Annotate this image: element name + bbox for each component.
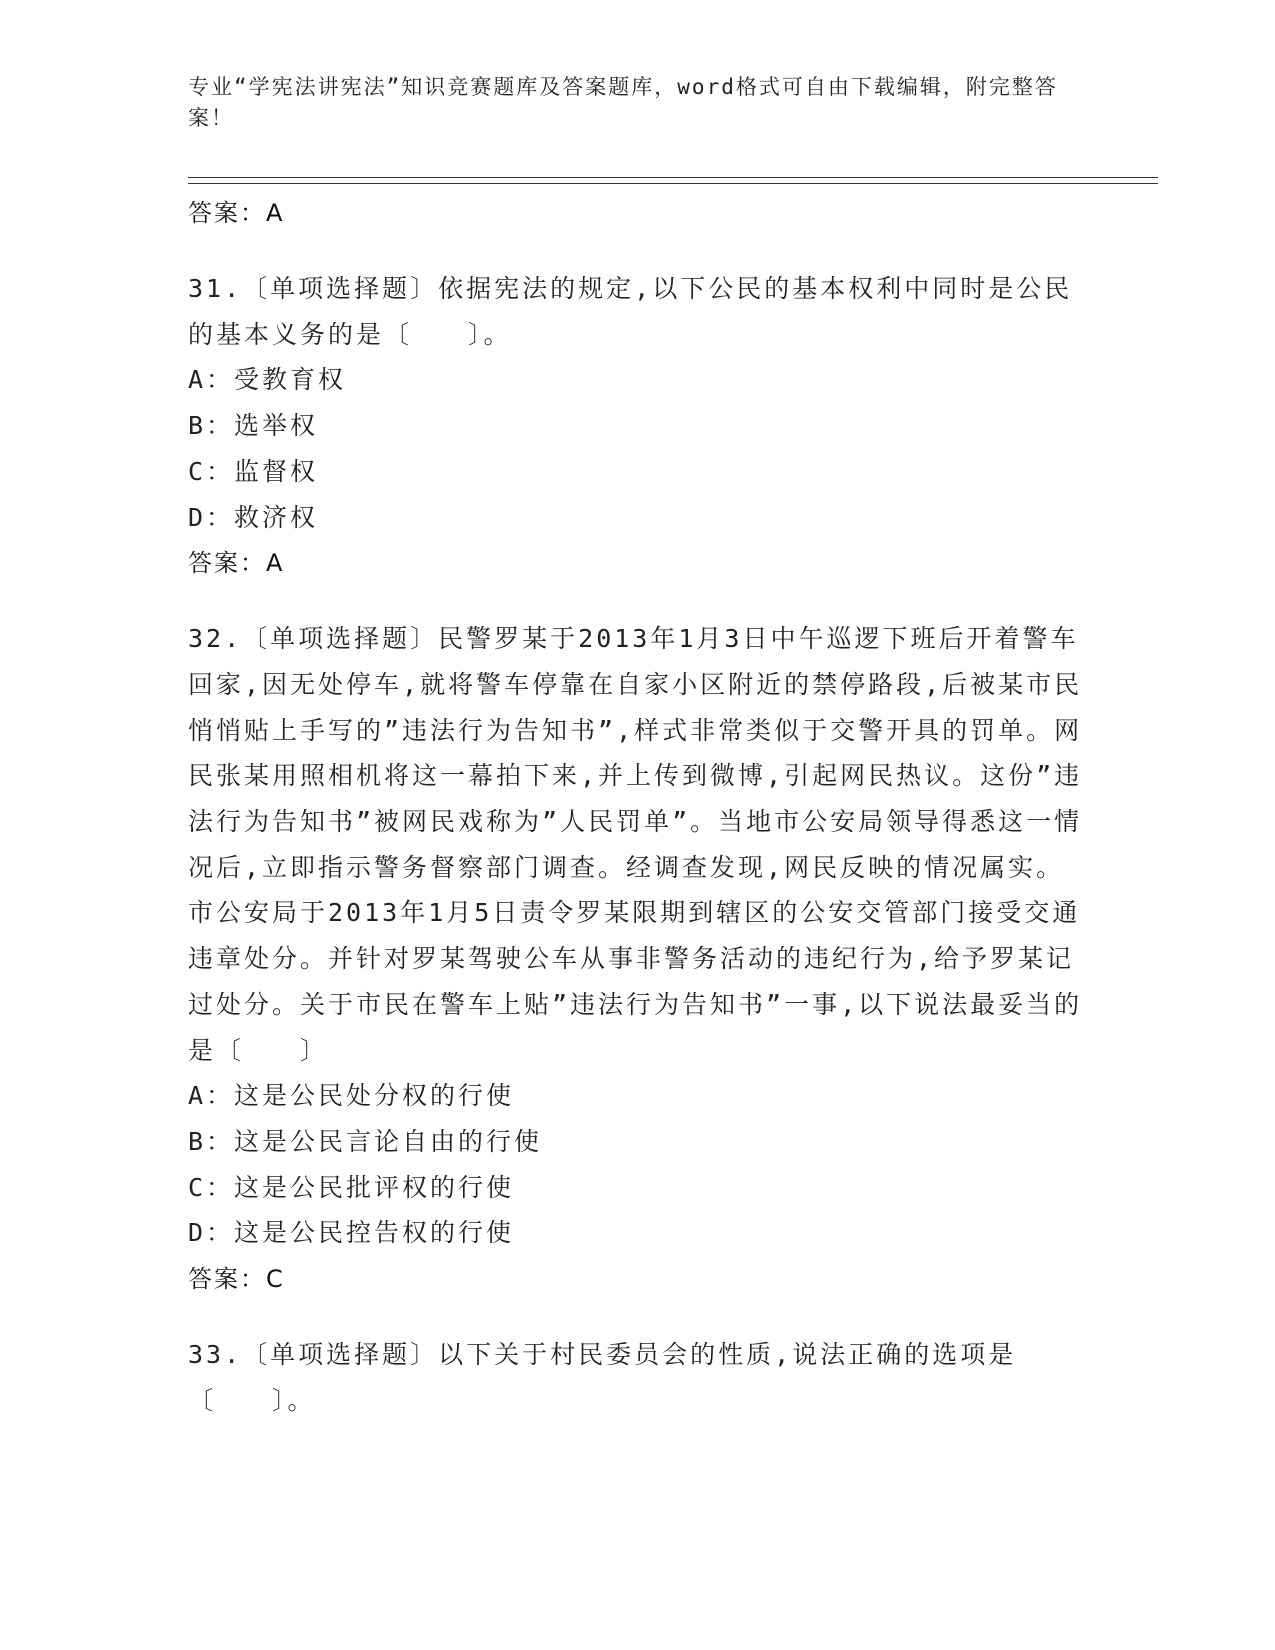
question-text: 33.〔单项选择题〕以下关于村民委员会的性质,说法正确的选项是〔 〕。 [188,1340,1017,1415]
question-text: 31.〔单项选择题〕依据宪法的规定,以下公民的基本权利中同时是公民的基本义务的是〔 〕。 [188,274,1073,349]
document-header: 专业“学宪法讲宪法”知识竞赛题库及答案题库，word格式可自由下载编辑，附完整答案！ [188,75,1058,130]
option-c: C：这是公民批评权的行使 [188,1172,515,1202]
question-32 [188,616,1088,1302]
question-text: 32.〔单项选择题〕民警罗某于2013年1月3日中午巡逻下班后开着警车回家,因无处停车,就将警车停靠在自家小区附近的禁停路段,后被某市民悄悄贴上手写的”违法行为告知书”,样式非常类似于交警开具的罚单。网民张某用照相机将这一幕拍下来,并上传到微博,引起网民热议。这份”违法行为告知书”被网民戏称为”人民罚单”。当地市公安局领导得悉这一情况后,立即指示警务督察部门调查。经调查发现,网民反映的情况属实。市公安局于2013年1月5日责令罗某限期到辖区的公安交管部门接受交通违章处分。并针对罗某驾驶公车从事非警务活动的违纪行为,给予罗某记过处分。关于市民在警车上贴”违法行为告知书”一事,以下说法最妥当的是〔 〕 [188,624,1083,1065]
document-body [188,190,1088,1423]
option-c: C：监督权 [188,456,319,486]
answer-line: 答案：C [188,1265,285,1294]
option-a: A：受教育权 [188,365,347,395]
answer-line: 答案：A [188,199,285,227]
header-divider-top [188,177,1158,178]
option-d: D：救济权 [188,502,319,532]
header-divider-bottom [188,183,1158,184]
option-b: B：这是公民言论自由的行使 [188,1126,543,1156]
answer-line: 答案：A [188,549,285,578]
option-d: D：这是公民控告权的行使 [188,1218,515,1248]
option-b: B：选举权 [188,411,319,441]
option-a: A：这是公民处分权的行使 [188,1081,515,1111]
question-33 [188,1332,1088,1423]
question-31 [188,266,1088,586]
